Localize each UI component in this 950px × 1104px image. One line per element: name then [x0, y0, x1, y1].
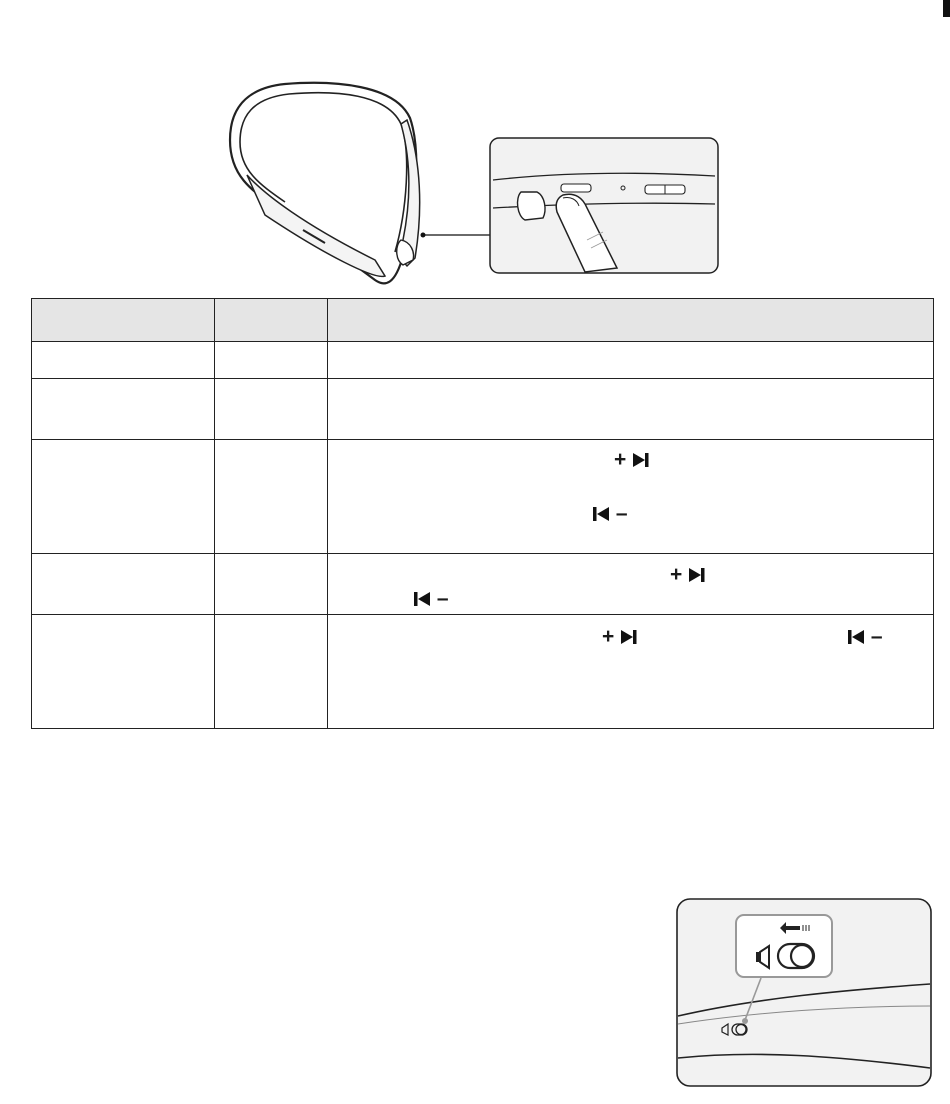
- previous-volume-down-symbol: [847, 626, 883, 647]
- table-row: [32, 342, 934, 379]
- volume-up-next-symbol: [602, 626, 638, 647]
- previous-icon: [413, 591, 431, 607]
- table-cell: [215, 440, 328, 554]
- table-row: [32, 379, 934, 440]
- table-cell: [215, 615, 328, 729]
- table-cell: [32, 379, 215, 440]
- table-row: [32, 615, 934, 729]
- plus-glyph: +: [614, 448, 627, 471]
- volume-up-next-symbol: [670, 564, 706, 585]
- headset-illustration: [225, 80, 725, 295]
- table-cell: [32, 440, 215, 554]
- table-cell: [215, 342, 328, 379]
- table-header-cell: [215, 299, 328, 342]
- table-cell: [32, 342, 215, 379]
- play-next-icon: [632, 452, 650, 468]
- table-cell: [32, 615, 215, 729]
- previous-icon: [592, 506, 610, 522]
- table-header-cell: [328, 299, 934, 342]
- table-row: [32, 554, 934, 615]
- previous-volume-down-symbol: [592, 503, 628, 524]
- sound-switch-illustration: [676, 898, 932, 1088]
- minus-glyph: –: [436, 587, 449, 610]
- table-cell: [328, 342, 934, 379]
- table-cell: [215, 379, 328, 440]
- table-cell: [215, 554, 328, 615]
- plus-glyph: +: [602, 625, 615, 648]
- table-cell: [328, 379, 934, 440]
- play-next-icon: [688, 567, 706, 583]
- table-header-cell: [32, 299, 215, 342]
- plus-glyph: +: [670, 563, 683, 586]
- minus-glyph: –: [870, 625, 883, 648]
- minus-glyph: –: [615, 502, 628, 525]
- previous-volume-down-symbol: [413, 588, 449, 609]
- table-cell: [32, 554, 215, 615]
- previous-icon: [847, 629, 865, 645]
- table-row: [32, 440, 934, 554]
- volume-up-next-symbol: [614, 449, 650, 470]
- neckband-outline: [230, 83, 416, 284]
- operations-table: [31, 298, 934, 729]
- play-next-icon: [620, 629, 638, 645]
- page-edge-marker: [943, 0, 950, 17]
- table-header-row: [32, 299, 934, 342]
